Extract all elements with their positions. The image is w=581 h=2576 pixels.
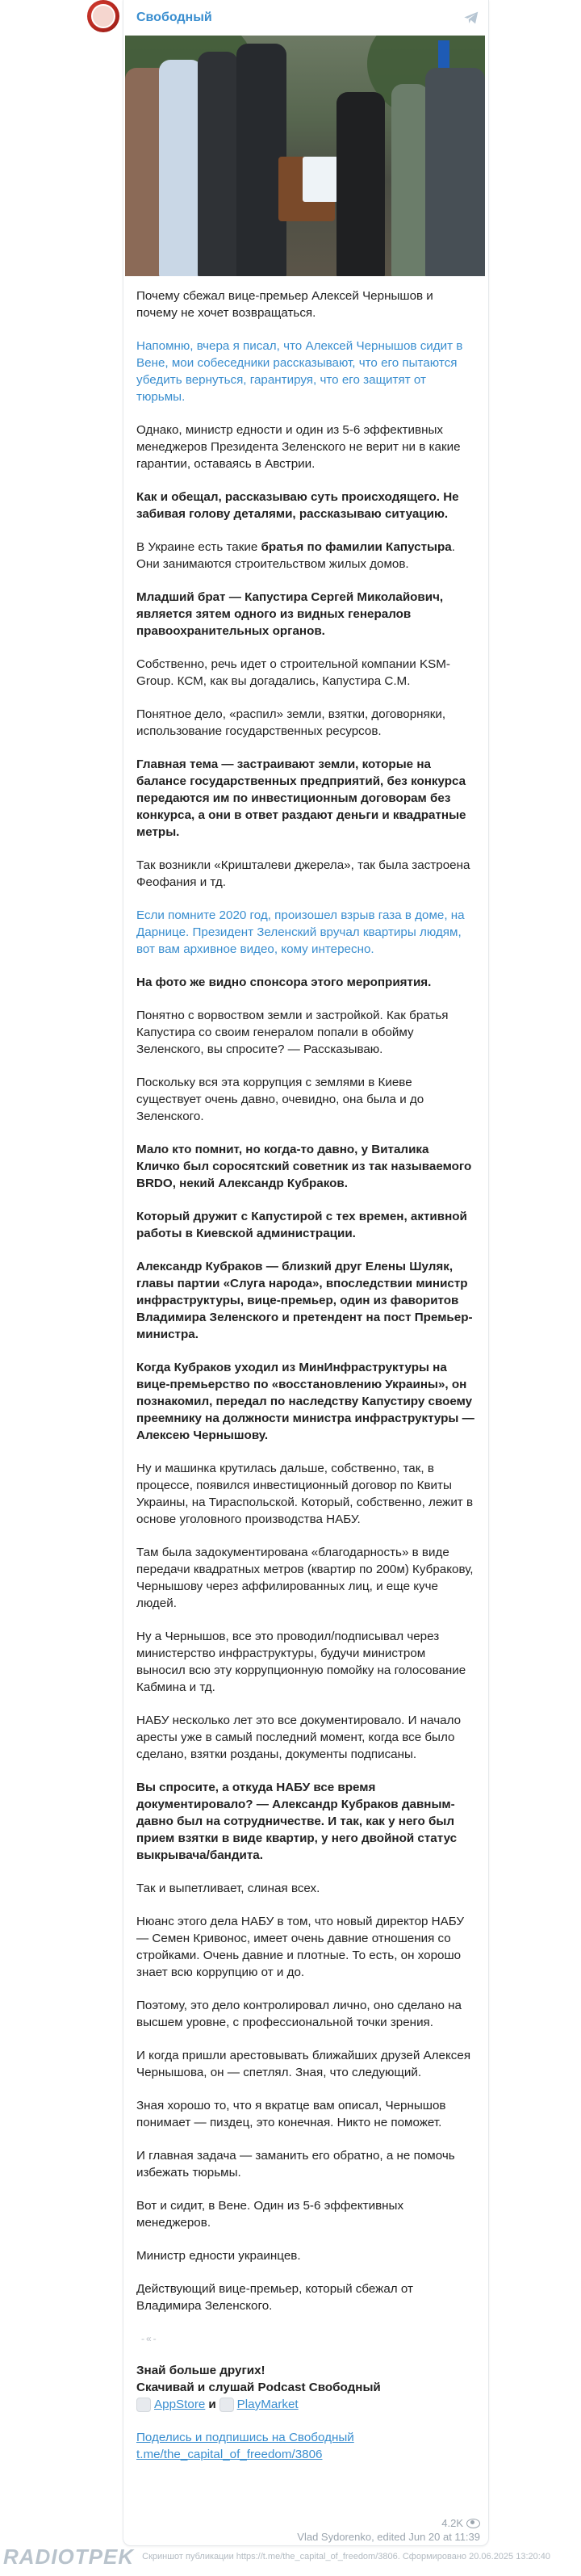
channel-post-link[interactable]: t.me/the_capital_of_freedom/3806 [136,2448,323,2461]
apple-icon [136,2398,151,2412]
paragraph: Нюанс этого дела НАБУ в том, что новый директор НАБУ — Семен Кривонос, имеет очень давние отношения со стройками. Очень давние и плотные. То есть, он хорошо знает всю коррупцию от и до. [136,1915,465,1979]
paragraph-link[interactable]: Если помните 2020 год, произошел взрыв газа в доме, на Дарнице. Президент Зеленский вручал квартиры людям, вот вам архивное видео, кому интересно. [136,908,465,956]
paragraph: Понятное дело, «распил» земли, взятки, договорняки, использование государственных ресурсов. [136,707,446,738]
views-counter [441,2517,480,2529]
paragraph: Так и выпетливает, слиная всех. [136,1882,320,1895]
message-card [123,0,489,2546]
paragraph [136,539,475,573]
paragraph: Министр едности украинцев. [136,2249,301,2263]
share-icon[interactable] [462,9,480,27]
paragraph: Поскольку вся эта коррупция с землями в Киеве существует очень давно, очевидно, она была и до Зеленского. [136,1076,424,1123]
message-header [136,5,480,31]
text-run: . Они занимаются строительством жилых домов. [136,540,455,571]
paragraph: Действующий вице-премьер, который сбежал от Владимира Зеленского. [136,2282,413,2313]
paragraph-bold: Когда Кубраков уходил из МинИнфраструктуры на вице-премьерство по «восстановлению Украины», он познакомил, передал по наследству Капустиру своему преемнику на должности министра инфраструктуры — Алексею Чернышову. [136,1361,474,1442]
store-links [136,2396,475,2413]
paragraph: Там была задокументирована «благодарность» в виде передачи квадратных метров (квартир по 200м) Кубракову, Чернышову через аффилированных лиц, и еще куче людей. [136,1546,474,1610]
paragraph-bold: Александр Кубраков — близкий друг Елены Шуляк, главы партии «Слуга народа», впоследствии министр инфраструктуры, вице-премьер, один из фаворитов Владимира Зеленского и претендент на пост Премьер-министра. [136,1260,473,1341]
message-text [136,287,475,2463]
subscribe-link[interactable]: Поделись и подпишись на Свободный [136,2431,354,2444]
paragraph: Так возникли «Кришталеви джерела», так была застроена Феофания и тд. [136,858,470,889]
paragraph: И главная задача — заманить его обратно, а не помочь избежать тюрьмы. [136,2149,455,2180]
paragraph: Поэтому, это дело контролировал лично, оно сделано на высшем уровне, с профессиональной точки зрения. [136,1999,462,2029]
paragraph-bold: На фото же видно спонсора этого мероприятия. [136,975,432,989]
avatar-emblem [91,4,115,28]
channel-name[interactable]: Свободный [136,10,212,24]
eye-icon [466,2519,480,2528]
and-text: и [208,2398,216,2411]
appstore-link[interactable]: AppStore [154,2398,206,2411]
playmarket-link[interactable]: PlayMarket [236,2398,299,2411]
text-run: В Украине есть такие [136,540,261,554]
paragraph: Почему сбежал вице-премьер Алексей Чернышов и почему не хочет возвращаться. [136,289,433,320]
watermark-caption: Скриншот публикации https://t.me/the_capital_of_freedom/3806. Сформировано 20.06.2025 13:20:40 [142,2552,551,2561]
paragraph-link[interactable]: Напомню, вчера я писал, что Алексей Чернышов сидит в Вене, мои собеседники рассказывают, что его пытаются убедить вернуться, гарантируя, что его защитят от тюрьмы. [136,339,463,404]
google-play-icon [219,2398,234,2412]
post-photo[interactable] [125,36,485,276]
channel-avatar[interactable] [87,0,119,32]
watermark-bar [3,2540,578,2573]
paragraph: Понятно с ворвоством земли и застройкой. Как братья Капустира со своим генералом попали в обойму Зеленского, вы спросите? — Рассказываю. [136,1009,449,1056]
paragraph: Зная хорошо то, что я вкратце вам описал, Чернышов понимает — пиздец, это конечная. Никто не поможет. [136,2099,446,2129]
author-time: Vlad Sydorenko, edited Jun 20 at 11:39 [297,2531,480,2543]
paragraph: И когда пришли арестовывать ближайших друзей Алексея Чернышова, он — спетлял. Зная, что следующий. [136,2049,471,2079]
separator: -«- [141,2333,158,2344]
promo-subtitle: Скачивай и слушай Podcast Свободный [136,2381,381,2394]
text-run-bold: братья по фамилии Капустыра [261,540,452,554]
paragraph: Ну а Чернышов, все это проводил/подписывал через министерство инфраструктуры, будучи министром выносил всю эту коррупционную помойку на голосование Кабмина и тд. [136,1630,466,1694]
gift-bag-graphic [303,157,338,202]
paragraph-bold: Который дружит с Капустирой с тех времен, активной работы в Киевской администрации. [136,1210,467,1240]
radiotrek-logo: RADIOTPEK [3,2544,135,2569]
paragraph-bold: Как и обещал, рассказываю суть происходящего. Не забивая голову деталями, рассказываю ситуацию. [136,490,459,521]
paragraph-bold: Младший брат — Капустира Сергей Миколайович, является зятем одного из видных генералов правоохранительных органов. [136,590,444,638]
paragraph: Однако, министр едности и один из 5-6 эффективных менеджеров Президента Зеленского не верит ни в какие гарантии, оставаясь в Австрии. [136,423,461,471]
views-count: 4.2K [441,2517,463,2529]
paragraph: Вот и сидит, в Вене. Один из 5-6 эффективных менеджеров. [136,2199,404,2230]
paragraph: Собственно, речь идет о строительной компании KSM-Group. КСМ, как вы догадались, Капустира С.М. [136,657,450,688]
paragraph-bold: Главная тема — застраивают земли, которые на балансе государственных предприятий, без конкурса передаются им по инвестиционным договорам без конкурса, а они в ответ раздают деньги и квадратные метры. [136,757,466,839]
paragraph-bold: Вы спросите, а откуда НАБУ все время документировало? — Александр Кубраков давным-давно был на сотрудничестве. И так, как у него был прием взятки в виде квартир, у него двойной статус выкрывача/бандита. [136,1781,458,1862]
promo-title: Знай больше других! [136,2364,265,2377]
paragraph: Ну и машинка крутилась дальше, собственно, так, в процессе, появился инвестиционный договор по Квиты Украины, на Тираспольской. Который, собственно, лежит в основе уголовного производства НАБУ. [136,1462,474,1526]
paragraph: НАБУ несколько лет это все документировало. И начало аресты уже в самый последний момент, когда все было сделано, взятки розданы, документы подписаны. [136,1714,462,1761]
message-footer [136,2517,480,2543]
paragraph-bold: Мало кто помнит, но когда-то давно, у Виталика Кличко был соросятский советник из так называемого BRDO, некий Александр Кубраков. [136,1143,472,1190]
